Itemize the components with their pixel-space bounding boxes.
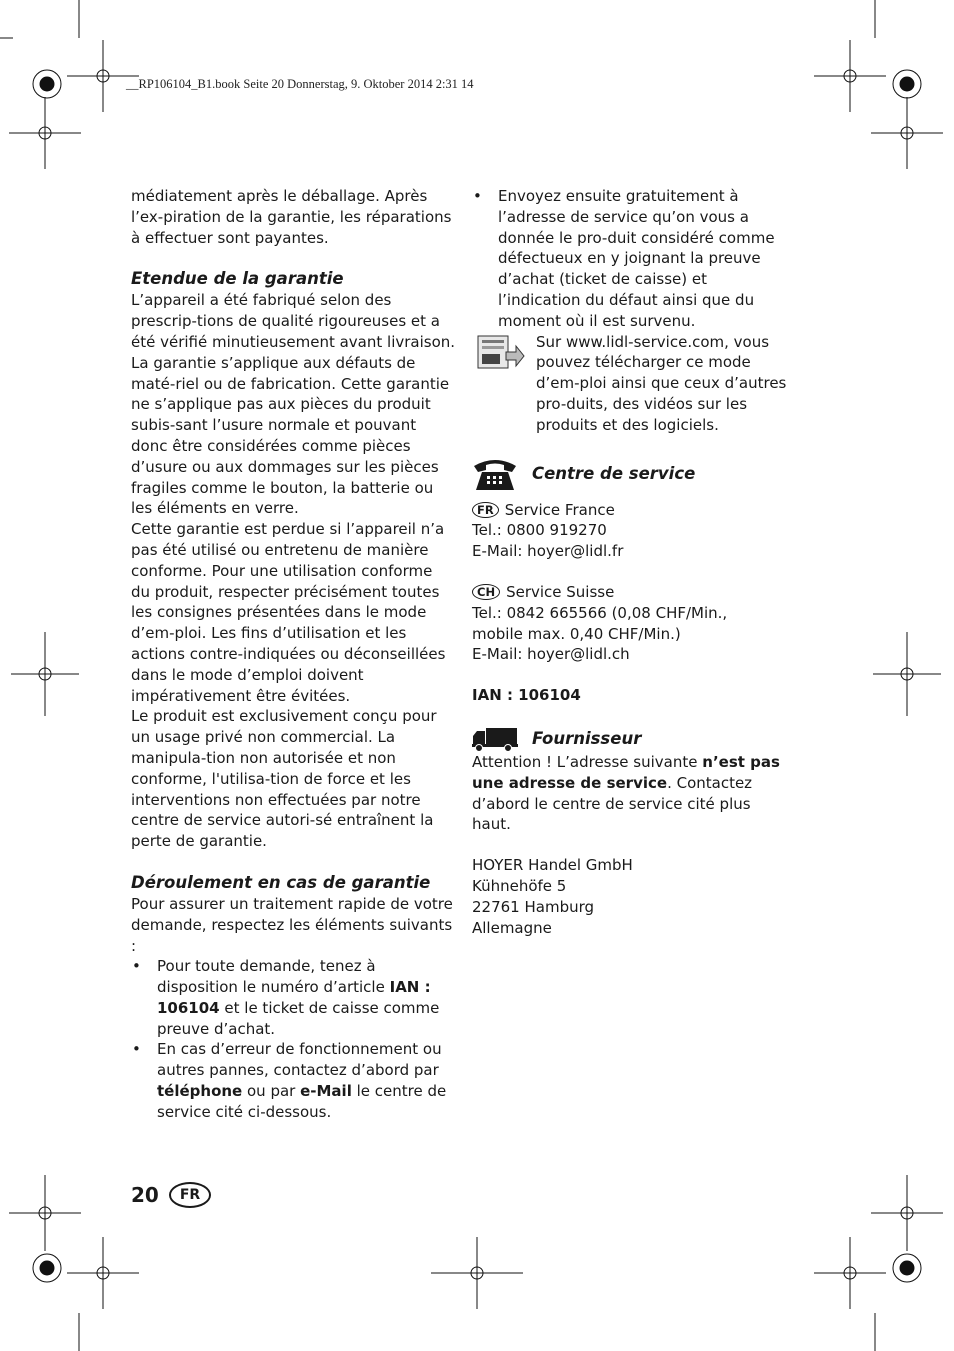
- etendue-paragraph-3: Cette garantie est perdue si l’appareil n’a pas été utilisé ou entretenu de manière conforme. Pour une utilisation conforme du produit, respecter précisément toutes les consignes présentées dans le mode d’em-ploi. Les fins d’utilisation et les actions contre-indiquées ou déconseillées dans le mode d’emploi doivent impérativement être évitées.: [131, 520, 446, 705]
- heading-supplier: Fournisseur: [532, 728, 642, 748]
- bullet-dot: •: [132, 1040, 141, 1059]
- service-suisse-tel: Tel.: 0842 665566 (0,08 CHF/Min.,: [472, 603, 728, 622]
- supplier-street: Kühnehöfe 5: [472, 876, 567, 895]
- heading-deroulement: Déroulement en cas de garantie: [131, 872, 431, 892]
- language-badge: FR: [169, 1182, 211, 1208]
- service-suisse-name: CH Service Suisse: [472, 582, 794, 603]
- service-heading-row: [472, 456, 794, 492]
- country-badge-fr: FR: [472, 502, 499, 518]
- list-item: • En cas d’erreur de fonctionnement ou autres pannes, contactez d’abord par téléphone ou par e-Mail le centre de service cité ci-dessous.: [132, 1040, 447, 1121]
- supplier-city: 22761 Hamburg: [472, 897, 595, 916]
- heading-etendue: Etendue de la garantie: [131, 269, 344, 289]
- intro-paragraph: médiatement après le déballage. Après l’ex-piration de la garantie, les réparations à effectuer sont payantes.: [131, 187, 452, 247]
- supplier-heading-row: [472, 726, 794, 752]
- deroulement-intro: Pour assurer un traitement rapide de votre demande, respectez les éléments suivants :: [131, 894, 453, 955]
- right-column: [472, 186, 794, 938]
- service-france-tel: Tel.: 0800 919270: [472, 521, 607, 540]
- truck-icon: [472, 726, 518, 752]
- download-note: [472, 332, 794, 436]
- supplier-country: Allemagne: [472, 918, 552, 937]
- ian-number: IAN : 106104: [472, 686, 581, 705]
- download-document-icon: [472, 332, 526, 376]
- list-item: • Pour toute demande, tenez à disposition le numéro d’article IAN : 106104 et le ticket de caisse comme preuve d’achat.: [132, 957, 440, 1038]
- service-suisse-tel-mobile: mobile max. 0,40 CHF/Min.): [472, 624, 681, 643]
- page-footer: [131, 1182, 211, 1208]
- print-slug: __RP106104_B1.book Seite 20 Donnerstag, 9. Oktober 2014 2:31 14: [126, 77, 474, 91]
- service-france-mail: E-Mail: hoyer@lidl.fr: [472, 542, 624, 561]
- country-badge-ch: CH: [472, 584, 500, 600]
- heading-service-centre: Centre de service: [532, 463, 696, 483]
- bullet-dot: •: [473, 187, 482, 205]
- etendue-paragraph-1: L’appareil a été fabriqué selon des prescrip-tions de qualité rigoureuses et a été vérifié minutieusement avant livraison.: [131, 291, 456, 351]
- supplier-warning: Attention ! L’adresse suivante n’est pas une adresse de service. Contactez d’abord le centre de service cité plus haut.: [472, 752, 780, 834]
- supplier-company: HOYER Handel GmbH: [472, 856, 633, 875]
- bullet-dot: •: [132, 957, 141, 976]
- etendue-paragraph-4: Le produit est exclusivement conçu pour un usage privé non commercial. La manipula-tion non autorisée et non conforme, l'utilisa-tion de force et les interventions non effectuées par notre centre de service autori-sé entraînent la perte de garantie.: [131, 707, 437, 851]
- service-suisse-mail: E-Mail: hoyer@lidl.ch: [472, 645, 630, 664]
- download-text: Sur www.lidl-service.com, vous pouvez télécharger ce mode d’em-ploi ainsi que ceux d’autres pro-duits, des vidéos sur les produits et des logiciels.: [536, 332, 787, 434]
- list-item: • Envoyez ensuite gratuitement à l’adresse de service qu’on vous a donnée le pro-duit considéré comme défectueux en y joignant la preuve d’achat (ticket de caisse) et l’indication du défaut ainsi que du moment où il est survenu.: [473, 187, 775, 330]
- left-column: [131, 186, 456, 1123]
- service-france-name: FR Service France: [472, 500, 794, 521]
- telephone-icon: [472, 456, 518, 492]
- page-number: 20: [131, 1183, 159, 1207]
- etendue-paragraph-2: La garantie s’applique aux défauts de maté-riel ou de fabrication. Cette garantie ne s’applique pas aux pièces du produit subis-sant l’usure normale et pouvant donc être considérées comme pièces d’usure ou aux dommages sur les pièces fragiles comme le bouton, la batterie ou les éléments en verre.: [131, 353, 450, 518]
